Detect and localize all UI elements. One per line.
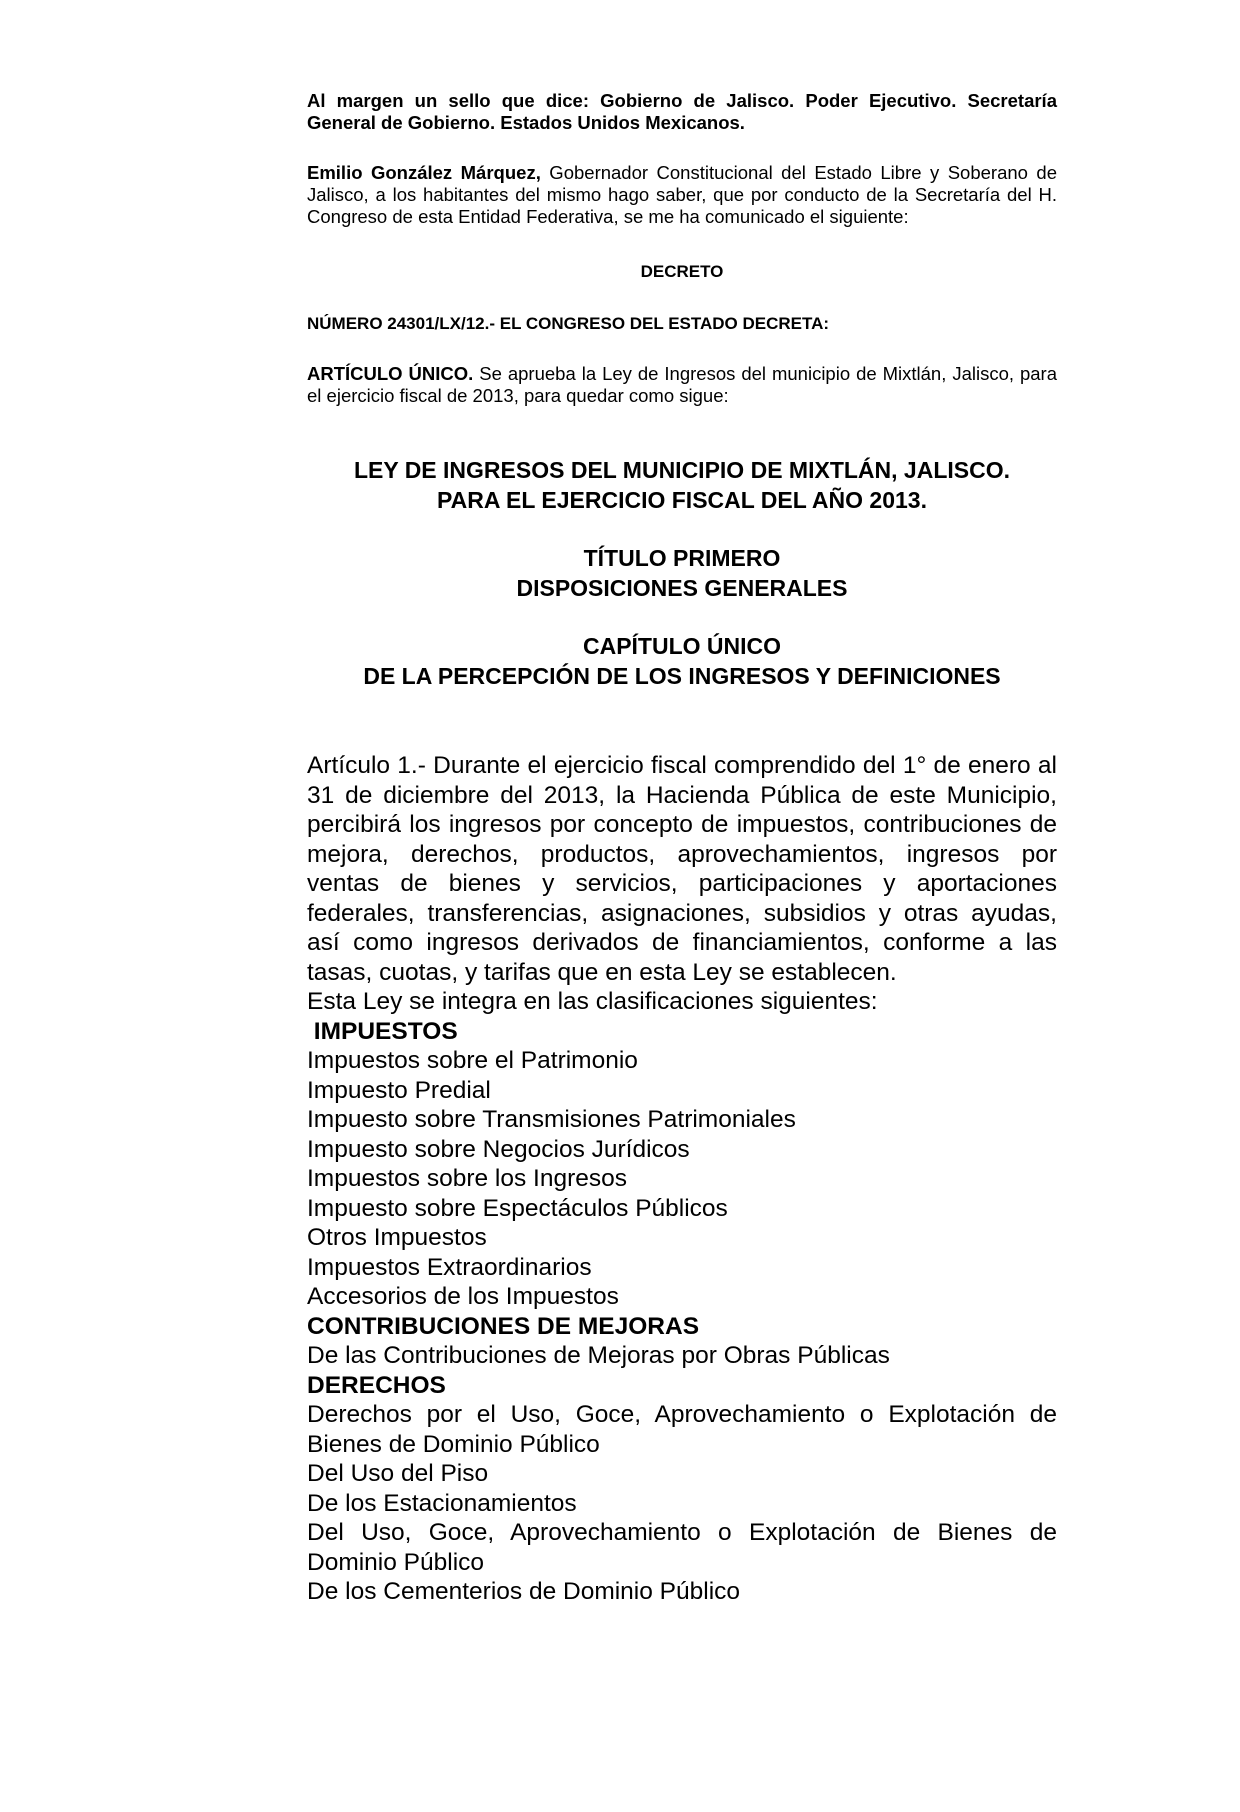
articulo-1: Artículo 1.- Durante el ejercicio fiscal comprendido del 1° de enero al 31 de diciembre del 2013, la Hacienda Pública de este Municipio, percibirá los ingresos por concepto de impuestos, contribuciones de mejora, derechos, productos, aprovechamientos, ingresos por ventas de bienes y servicios, participaciones y aportaciones federales, transferencias, asignaciones, subsidios y otras ayudas, así como ingresos derivados de financiamientos, conforme a las tasas, cuotas, y tarifas que en esta Ley se establecen. bbox=[307, 752, 1057, 986]
list-item: De las Contribuciones de Mejoras por Obras Públicas bbox=[307, 1342, 890, 1369]
seal-note bbox=[307, 90, 1057, 134]
derechos-heading: DERECHOS bbox=[307, 1371, 446, 1399]
capitulo-line2: DE LA PERCEPCIÓN DE LOS INGRESOS Y DEFINICIONES bbox=[363, 663, 1001, 689]
law-title bbox=[307, 455, 1057, 515]
list-item: Impuestos Extraordinarios bbox=[307, 1253, 592, 1281]
classification-intro: Esta Ley se integra en las clasificaciones siguientes: bbox=[307, 988, 878, 1015]
list-item: Impuesto sobre Espectáculos Públicos bbox=[307, 1194, 728, 1222]
list-item: Impuesto sobre Transmisiones Patrimoniales bbox=[307, 1106, 796, 1133]
classification-list bbox=[307, 987, 1057, 1607]
titulo-heading bbox=[307, 543, 1057, 603]
list-item: Derechos por el Uso, Goce, Aprovechamiento o Explotación de Bienes de Dominio Público bbox=[307, 1401, 1057, 1458]
capitulo-heading bbox=[307, 631, 1057, 691]
list-item: Impuesto Predial bbox=[307, 1076, 491, 1104]
law-title-line1: LEY DE INGRESOS DEL MUNICIPIO DE MIXTLÁN, JALISCO. bbox=[353, 457, 1010, 483]
capitulo-line1: CAPÍTULO ÚNICO bbox=[582, 633, 782, 659]
titulo-line1: TÍTULO PRIMERO bbox=[583, 545, 781, 571]
titulo-line2: DISPOSICIONES GENERALES bbox=[516, 575, 848, 601]
list-item: Accesorios de los Impuestos bbox=[307, 1283, 619, 1310]
articulo-unico-label: ARTÍCULO ÚNICO. bbox=[307, 363, 474, 384]
list-item: Impuestos sobre el Patrimonio bbox=[307, 1047, 638, 1074]
governor-intro bbox=[307, 162, 1057, 228]
list-item: Otros Impuestos bbox=[307, 1224, 487, 1251]
list-item: Impuesto sobre Negocios Jurídicos bbox=[307, 1135, 690, 1163]
governor-intro-text: Gobernador Constitucional del Estado Libre y Soberano de Jalisco, a los habitantes del mismo hago saber, que por conducto de la Secretaría del H. Congreso de esta Entidad Federativa, se me ha comunicado el siguiente: bbox=[307, 162, 1057, 227]
list-item: Impuestos sobre los Ingresos bbox=[307, 1165, 628, 1192]
governor-name: Emilio González Márquez, bbox=[307, 162, 541, 183]
list-item: De los Estacionamientos bbox=[307, 1489, 577, 1517]
document-page bbox=[307, 90, 1057, 1607]
seal-note-text: Al margen un sello que dice: Gobierno de Jalisco. Poder Ejecutivo. Secretaría General de Gobierno. Estados Unidos Mexicanos. bbox=[307, 90, 1057, 133]
numero-heading: NÚMERO 24301/LX/12.- EL CONGRESO DEL ESTADO DECRETA: bbox=[307, 314, 830, 333]
list-item: Del Uso, Goce, Aprovechamiento o Explotación de Bienes de Dominio Público bbox=[307, 1519, 1057, 1576]
articulo-unico bbox=[307, 363, 1057, 407]
list-item: Del Uso del Piso bbox=[307, 1460, 489, 1487]
list-item: De los Cementerios de Dominio Público bbox=[307, 1578, 741, 1605]
impuestos-heading: IMPUESTOS bbox=[307, 1017, 458, 1045]
law-title-line2: PARA EL EJERCICIO FISCAL DEL AÑO 2013. bbox=[437, 487, 927, 513]
decreto-heading: DECRETO bbox=[640, 262, 724, 281]
articulo-unico-text: Se aprueba la Ley de Ingresos del municipio de Mixtlán, Jalisco, para el ejercicio fiscal de 2013, para quedar como sigue: bbox=[307, 363, 1058, 406]
contribuciones-heading: CONTRIBUCIONES DE MEJORAS bbox=[307, 1312, 700, 1340]
